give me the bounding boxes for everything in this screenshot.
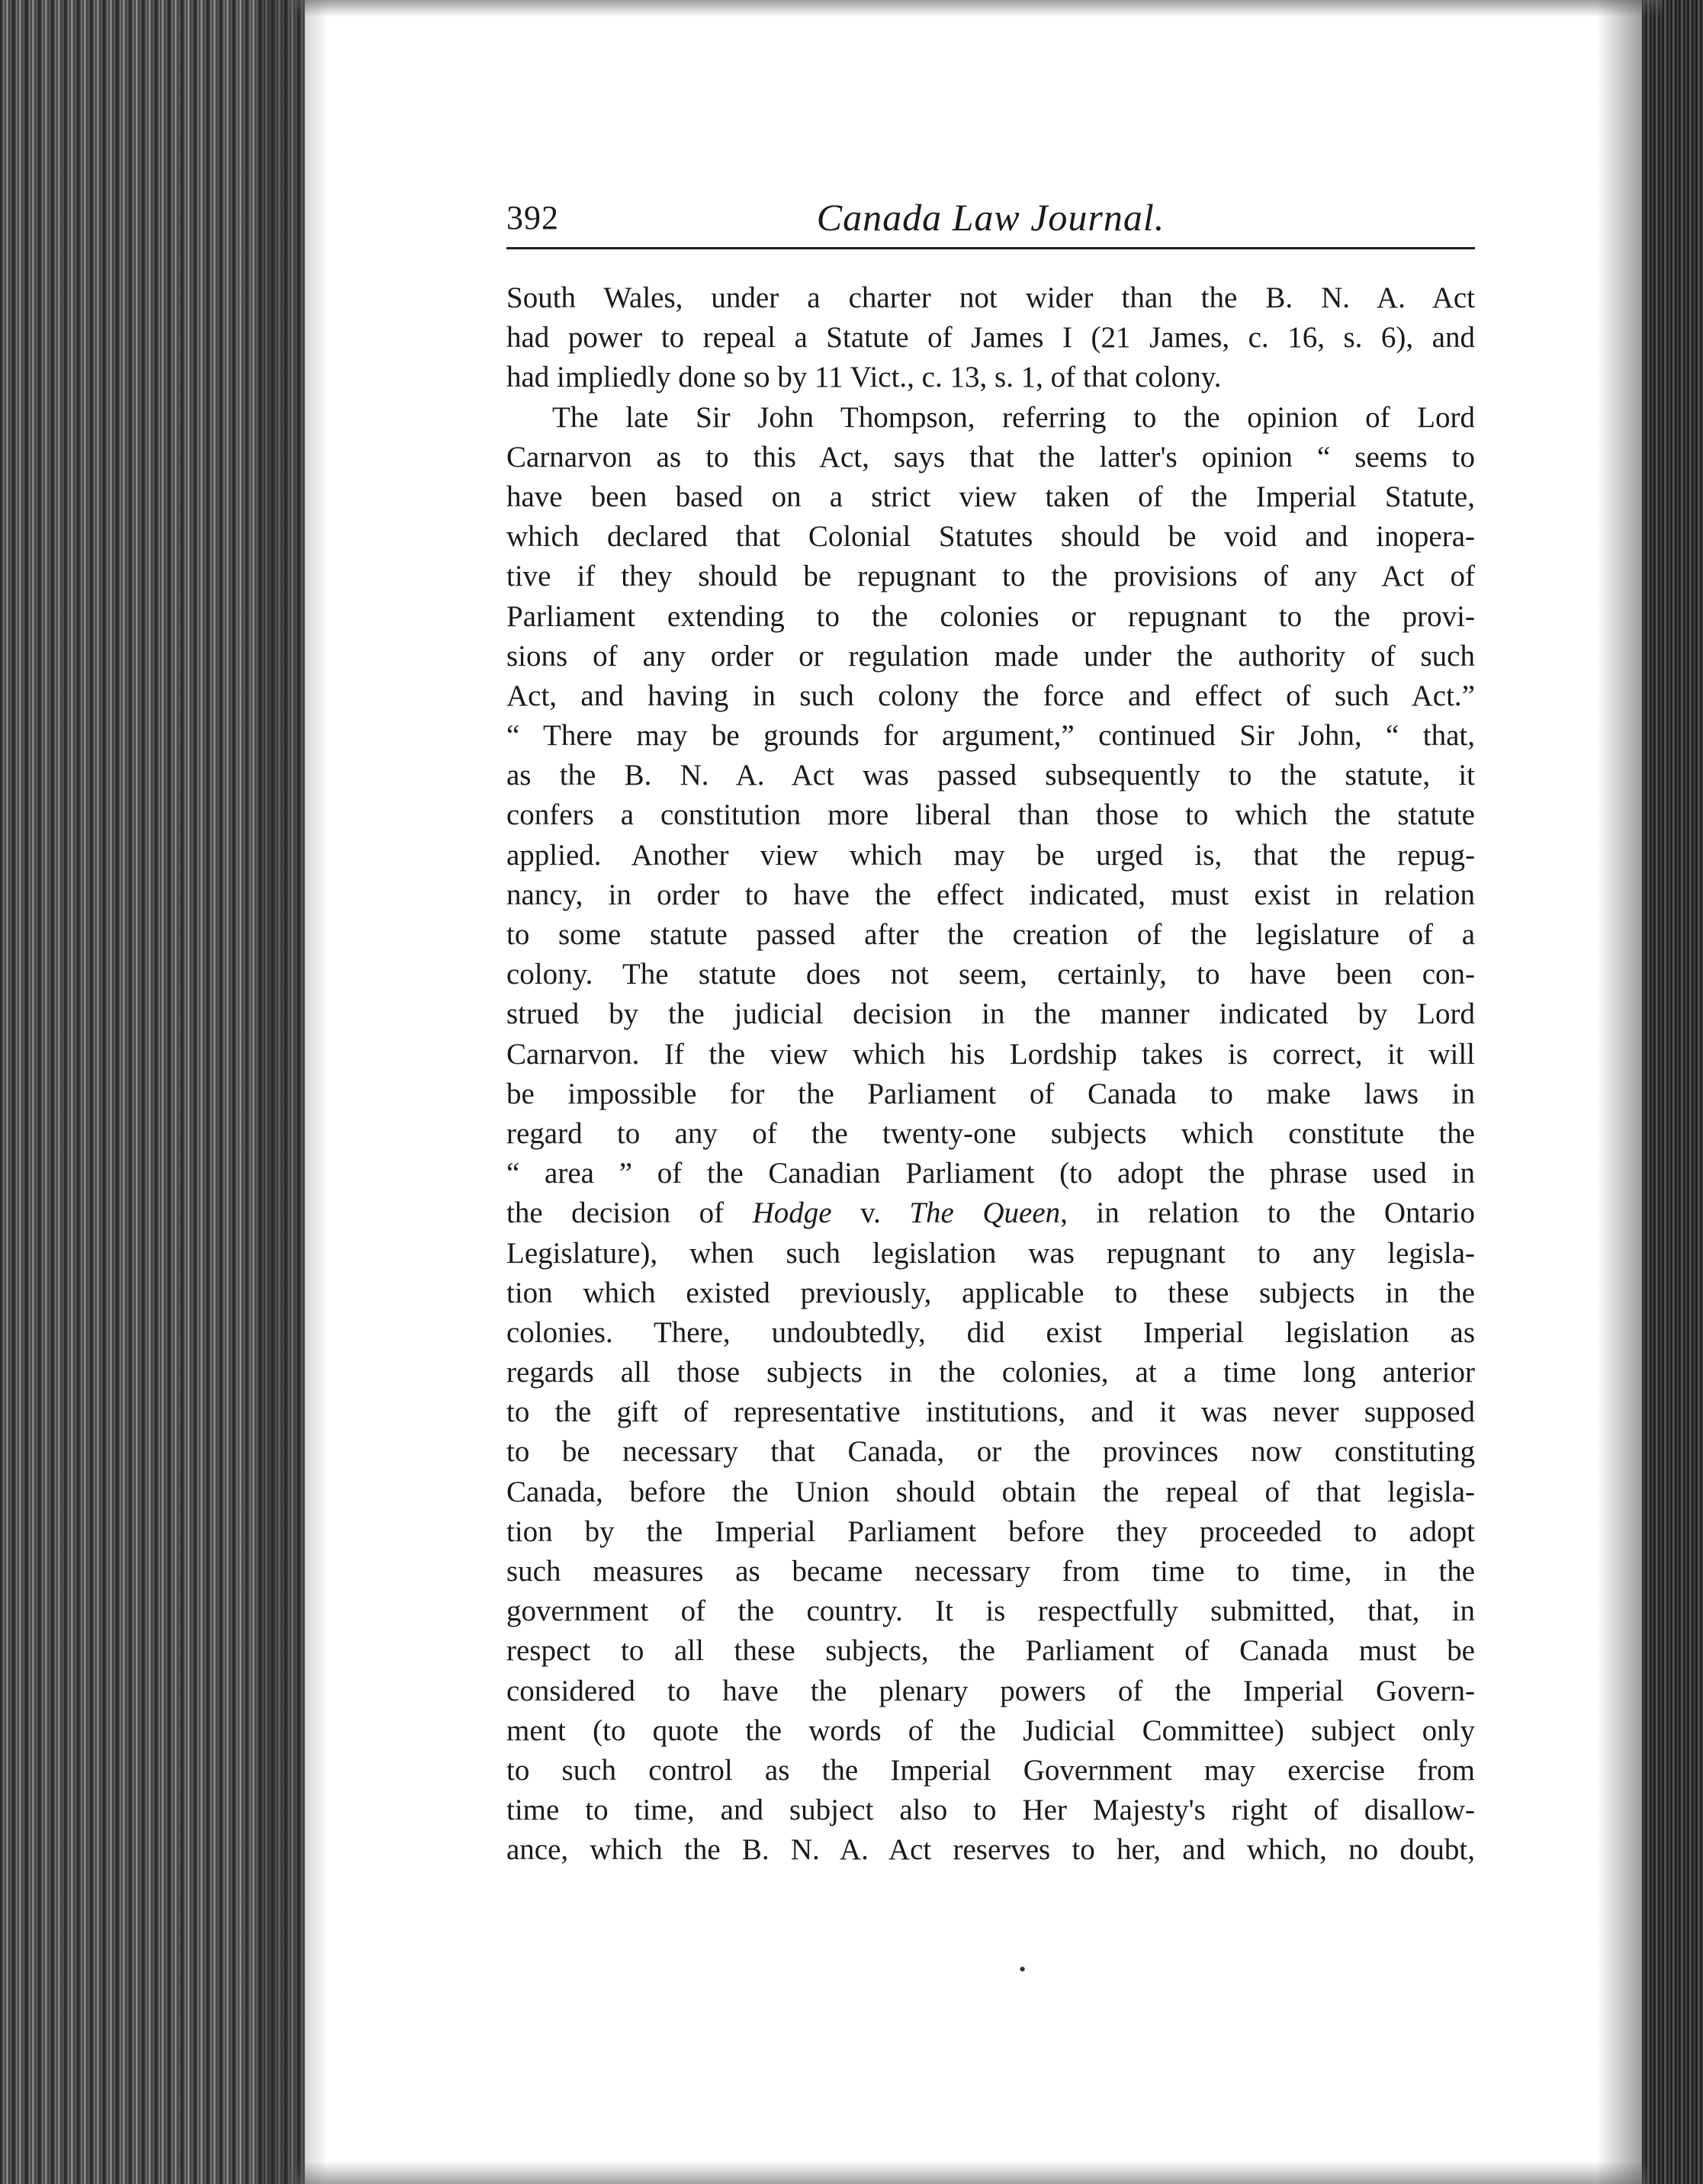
text-line: “ area ” of the Canadian Parliament (to adopt the phrase used in (506, 1157, 1475, 1190)
text-line: ance, which the B. N. A. Act reserves to her, and which, no doubt, (506, 1833, 1475, 1867)
text-line: confers a constitution more liberal than those to which the statute (506, 798, 1475, 832)
text-line: to the gift of representative institutions, and it was never supposed (506, 1396, 1475, 1429)
page-number: 392 (506, 199, 559, 236)
text-line: The late Sir John Thompson, referring to the opinion of Lord (552, 400, 1475, 434)
text-line: as the B. N. A. Act was passed subsequently to the statute, it (506, 759, 1475, 792)
text-line: Parliament extending to the colonies or repugnant to the provi- (506, 599, 1475, 633)
text-line: tive if they should be repugnant to the provisions of any Act of (506, 560, 1475, 593)
text-line: government of the country. It is respectfully submitted, that, in (506, 1595, 1475, 1628)
text-line: to some statute passed after the creation of the legislature of a (506, 918, 1475, 951)
text-line: to be necessary that Canada, or the provinces now constituting (506, 1435, 1475, 1469)
text-line: which declared that Colonial Statutes should be void and inopera- (506, 520, 1475, 554)
text-line: strued by the judicial decision in the manner indicated by Lord (506, 997, 1475, 1031)
text-line: tion by the Imperial Parliament before they proceeded to adopt (506, 1514, 1475, 1548)
text-line: nancy, in order to have the effect indicated, must exist in relation (506, 878, 1475, 911)
text-line: regard to any of the twenty-one subjects which constitute the (506, 1116, 1475, 1150)
journal-title: Canada Law Journal. (816, 196, 1165, 239)
text-line: colonies. There, undoubtedly, did exist Imperial legislation as (506, 1315, 1475, 1349)
text-line: respect to all these subjects, the Parliament of Canada must be (506, 1634, 1475, 1668)
text-line: have been based on a strict view taken of the Imperial Statute, (506, 480, 1475, 513)
text-line: Act, and having in such colony the force and effect of such Act.” (506, 679, 1475, 712)
text-line: had impliedly done so by 11 Vict., c. 13, s. 1, of that colony. (506, 361, 1222, 394)
case-name: The Queen (909, 1196, 1061, 1230)
text-line: time to time, and subject also to Her Majesty's right of disallow- (506, 1794, 1475, 1827)
text-line: Carnarvon. If the view which his Lordship takes is correct, it will (506, 1037, 1475, 1071)
text-line: Legislature), when such legislation was repugnant to any legisla- (506, 1236, 1475, 1270)
scan-right-edge (1642, 0, 1703, 2184)
text-line: Carnarvon as to this Act, says that the latter's opinion “ seems to (506, 440, 1475, 474)
text-line: ment (to quote the words of the Judicial Committee) subject only (506, 1713, 1475, 1747)
text-line: sions of any order or regulation made under the authority of such (506, 639, 1475, 673)
text-line: colony. The statute does not seem, certainly, to have been con- (506, 958, 1475, 991)
text-line: be impossible for the Parliament of Canada to make laws in (506, 1077, 1475, 1110)
text-line: “ There may be grounds for argument,” continued Sir John, “ that, (506, 719, 1475, 753)
scan-bottom-shadow (290, 2161, 1647, 2184)
text-line: such measures as became necessary from time to time, in the (506, 1555, 1475, 1588)
text-line: tion which existed previously, applicable to these subjects in the (506, 1276, 1475, 1309)
text-line: applied. Another view which may be urged is, that the repug- (506, 838, 1475, 872)
footer-mark: • (1019, 1958, 1027, 1980)
running-head (506, 195, 1475, 246)
case-name: Hodge (752, 1196, 832, 1230)
text-line-with-case-name: the decision of Hodge v. The Queen, in relation to the Ontario (506, 1196, 1475, 1230)
text-line: Canada, before the Union should obtain the repeal of that legisla- (506, 1475, 1475, 1508)
scan-top-shadow (290, 0, 1663, 17)
text-line: considered to have the plenary powers of the Imperial Govern- (506, 1674, 1475, 1707)
body-text (506, 278, 1475, 1871)
scan-right-shadow (1596, 0, 1642, 2184)
text-line: had power to repeal a Statute of James I (21 James, c. 16, s. 6), and (506, 321, 1475, 355)
text-line: regards all those subjects in the colonies, at a time long anterior (506, 1356, 1475, 1389)
text-line: to such control as the Imperial Government may exercise from (506, 1753, 1475, 1787)
header-rule (506, 247, 1475, 249)
text-line: South Wales, under a charter not wider than the B. N. A. Act (506, 281, 1475, 314)
scan-left-shadow (259, 0, 328, 2184)
